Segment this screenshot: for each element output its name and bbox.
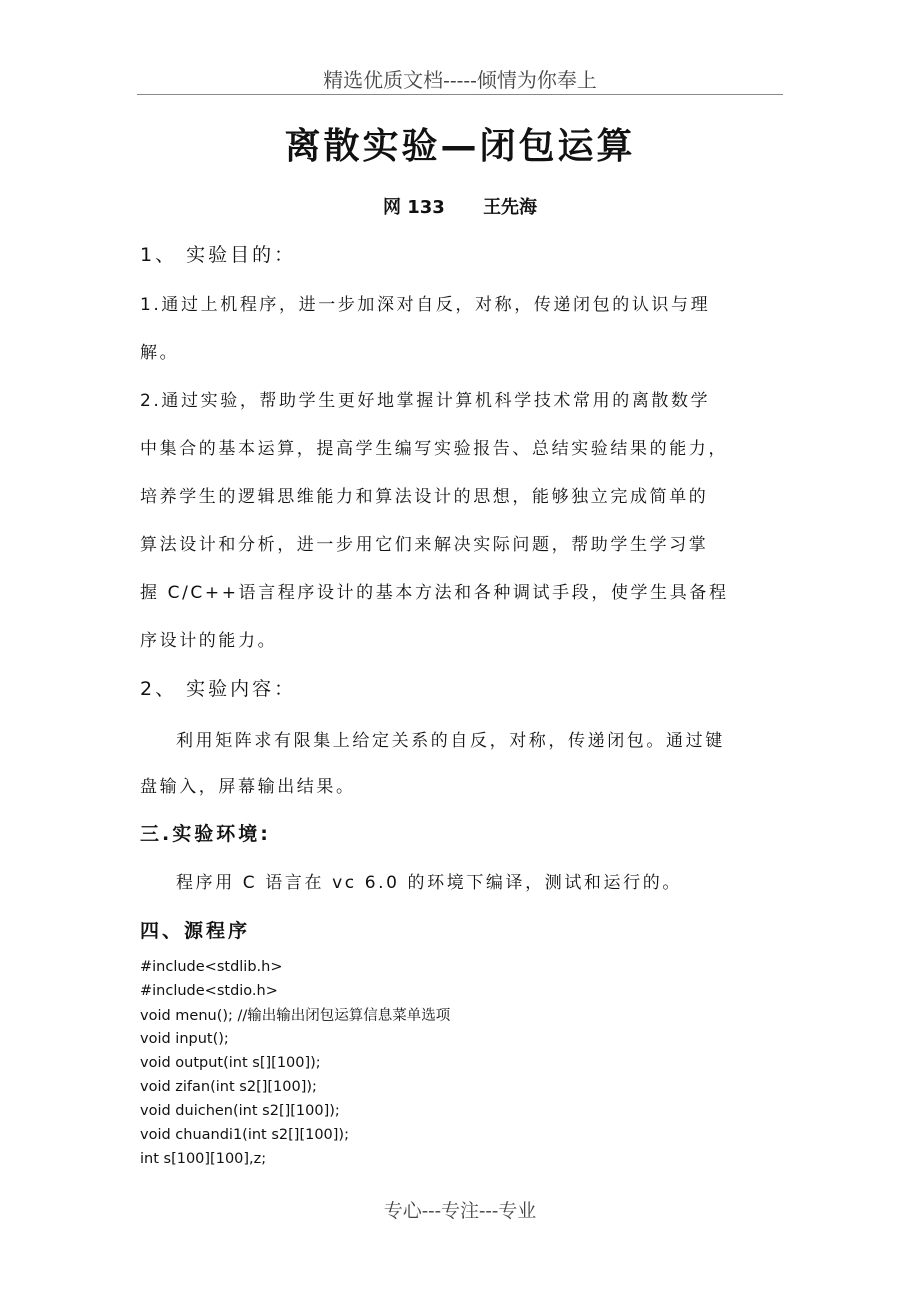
author-name: 王先海 bbox=[483, 197, 538, 218]
author-line bbox=[0, 193, 920, 219]
section-3-heading: 三.实验环境: bbox=[140, 823, 271, 845]
paragraph-line: 握 C/C++语言程序设计的基本方法和各种调试手段，使学生具备程 bbox=[140, 583, 729, 603]
section-2-heading: 2、 实验内容： bbox=[140, 678, 297, 700]
code-line: void output(int s[][100]); bbox=[140, 1055, 321, 1071]
author-class: 网 133 bbox=[382, 197, 445, 218]
code-line: void input(); bbox=[140, 1031, 229, 1047]
paragraph-line: 程序用 C 语言在 vc 6.0 的环境下编译，测试和运行的。 bbox=[176, 873, 682, 893]
paragraph-line: 解。 bbox=[140, 343, 180, 363]
header-divider bbox=[137, 94, 783, 95]
code-line: #include<stdlib.h> bbox=[140, 959, 283, 975]
page-header: 精选优质文档-----倾情为你奉上 bbox=[323, 68, 597, 92]
paragraph-line: 算法设计和分析，进一步用它们来解决实际问题，帮助学生学习掌 bbox=[140, 535, 709, 555]
paragraph-line: 培养学生的逻辑思维能力和算法设计的思想，能够独立完成简单的 bbox=[140, 487, 709, 507]
page-footer: 专心---专注---专业 bbox=[383, 1200, 537, 1222]
code-line: void menu(); //输出输出闭包运算信息菜单选项 bbox=[140, 1008, 451, 1024]
paragraph-line: 序设计的能力。 bbox=[140, 631, 278, 651]
paragraph-line: 利用矩阵求有限集上给定关系的自反，对称，传递闭包。通过键 bbox=[176, 731, 725, 751]
section-1-heading: 1、 实验目的： bbox=[140, 244, 297, 266]
paragraph-line: 盘输入，屏幕输出结果。 bbox=[140, 777, 356, 797]
paragraph-line: 中集合的基本运算，提高学生编写实验报告、总结实验结果的能力， bbox=[140, 439, 728, 459]
code-line: void chuandi1(int s2[][100]); bbox=[140, 1127, 349, 1143]
document-title: 离散实验—闭包运算 bbox=[284, 126, 636, 167]
code-line: void duichen(int s2[][100]); bbox=[140, 1103, 340, 1119]
code-line: void zifan(int s2[][100]); bbox=[140, 1079, 317, 1095]
code-line: #include<stdio.h> bbox=[140, 983, 278, 999]
section-4-heading: 四、源程序 bbox=[140, 920, 251, 942]
paragraph-line: 2.通过实验，帮助学生更好地掌握计算机科学技术常用的离散数学 bbox=[140, 391, 711, 411]
code-line: int s[100][100],z; bbox=[140, 1151, 267, 1167]
paragraph-line: 1.通过上机程序，进一步加深对自反，对称，传递闭包的认识与理 bbox=[140, 295, 711, 315]
